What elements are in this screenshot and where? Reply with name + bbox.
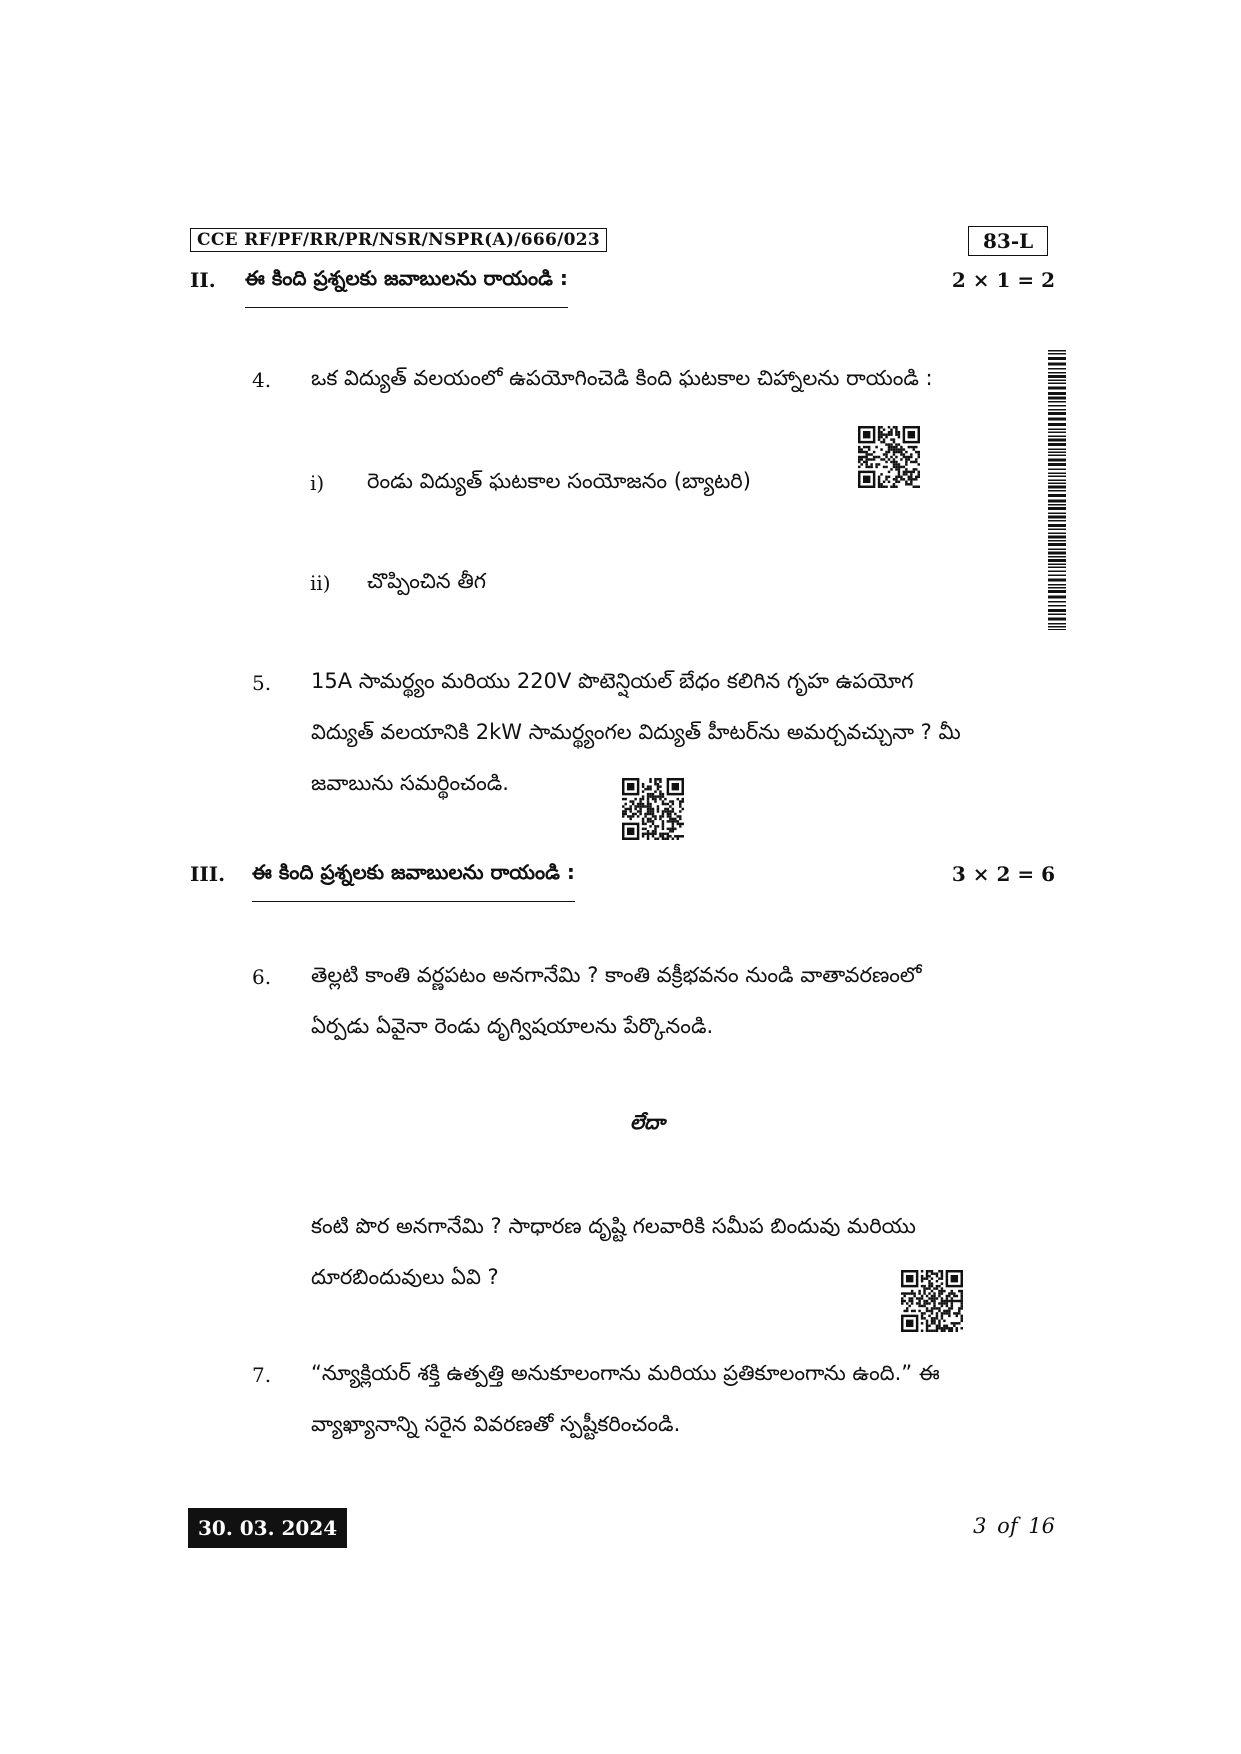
question-6-number: 6. [252,965,272,989]
qr-code [901,1270,963,1332]
question-7-line-2: వ్యాఖ్యానాన్ని సరైన వివరణతో స్పష్టీకరించండి. [311,1412,681,1436]
page-number: 3 of 16 [973,1514,1055,1538]
or-separator: లేదా [630,1110,665,1134]
question-4-text: ఒక విద్యుత్ వలయంలో ఉపయోగించెడి కింది ఘటకాల చిహ్నాలను రాయండి : [311,366,933,390]
question-6-line-1: తెల్లటి కాంతి వర్ణపటం అనగానేమి ? కాంతి వక్రీభవనం నుండి వాతావరణంలో [311,963,922,987]
section-2-title: ఈ కింది ప్రశ్నలకు జవాబులను రాయండి : [245,266,568,308]
section-3-title: ఈ కింది ప్రశ్నలకు జవాబులను రాయండి : [252,860,575,902]
qr-code [622,778,684,840]
question-7-number: 7. [252,1363,272,1387]
question-6-alt-line-2: దూరబిందువులు ఏవి ? [311,1265,499,1289]
question-4-sub-2-number: ii) [310,571,331,595]
question-4-number: 4. [252,368,272,392]
question-5-number: 5. [252,671,272,695]
question-6-line-2: ఏర్పడు ఏవైనా రెండు దృగ్విషయాలను పేర్కొనండి. [311,1014,714,1038]
question-7-text [311,1348,1054,1450]
question-6-text [311,950,1054,1052]
qr-code [858,426,920,488]
exam-date: 30. 03. 2024 [188,1508,347,1548]
section-2-marks: 2 × 1 = 2 [951,268,1055,292]
question-5-line-3: జవాబును సమర్థించండి. [311,771,509,795]
question-6-alt-line-1: కంటి పొర అనగానేమి ? సాధారణ దృష్టి గలవారికి సమీప బిందువు మరియు [311,1214,916,1238]
exam-code: CCE RF/PF/RR/PR/NSR/NSPR(A)/666/023 [190,228,607,252]
paper-code: 83-L [968,226,1048,256]
question-5-line-1: 15A సామర్థ్యం మరియు 220V పొటెన్షియల్ బేధం కలిగిన గృహ ఉపయోగ [311,669,914,693]
question-4-sub-2-text: చొప్పించిన తీగ [367,569,487,593]
question-4-sub-1-text: రెండు విద్యుత్ ఘటకాల సంయోజనం (బ్యాటరి) [367,469,751,493]
section-3-number: III. [190,862,226,886]
section-3-marks: 3 × 2 = 6 [951,862,1055,886]
question-4-sub-1-number: i) [310,471,325,495]
barcode [1048,350,1074,630]
question-7-line-1: “న్యూక్లియర్ శక్తి ఉత్పత్తి అనుకూలంగాను మరియు ప్రతికూలంగాను ఉంది.” ఈ [311,1361,940,1385]
question-5-line-2: విద్యుత్ వలయానికి 2kW సామర్థ్యంగల విద్యుత్ హీటర్‌ను అమర్చవచ్చునా ? మీ [311,720,961,744]
section-2-number: II. [190,268,216,292]
